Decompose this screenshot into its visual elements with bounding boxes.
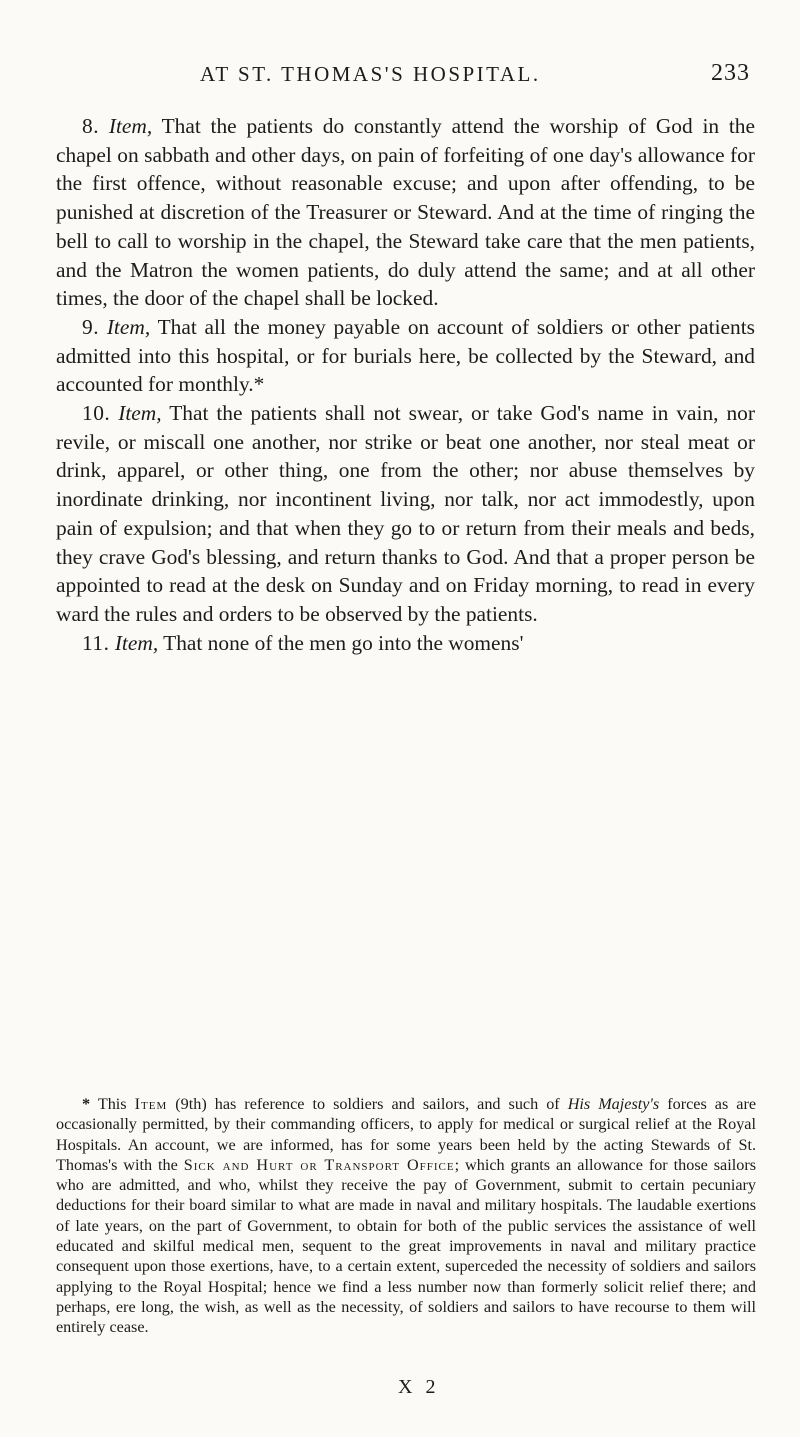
footnote-majesty: His Majesty's bbox=[567, 1095, 660, 1113]
footnote-office-name: Sick and Hurt or Transport Office bbox=[183, 1155, 455, 1174]
footnote-item-word: Item bbox=[134, 1095, 168, 1113]
paragraph-text: That all the money payable on account of soldiers or other patients admitted into this hospital, or for burials here, be collected by the Steward, and accounted for monthly.* bbox=[56, 314, 755, 397]
paragraph-text: That none of the men go into the womens' bbox=[163, 630, 524, 655]
item-number: 8. bbox=[82, 114, 100, 138]
signature-mark: X 2 bbox=[398, 1376, 440, 1398]
item-number: 10. bbox=[82, 401, 111, 426]
footnote-marker: * bbox=[82, 1095, 91, 1113]
item-label: Item, bbox=[106, 314, 151, 339]
page-number: 233 bbox=[711, 60, 750, 86]
item-label: Item, bbox=[118, 401, 162, 426]
paragraph-item-8 bbox=[56, 112, 755, 313]
paragraph-item-9 bbox=[56, 313, 755, 399]
running-title: AT ST. THOMAS'S HOSPITAL. bbox=[200, 62, 541, 86]
body-text bbox=[56, 112, 755, 657]
footnote bbox=[56, 1094, 756, 1338]
item-number: 9. bbox=[82, 314, 100, 339]
item-label: Item, bbox=[114, 630, 159, 655]
footnote-text-2: (9th) has reference to soldiers and sailors, and such of bbox=[175, 1095, 560, 1113]
page-header bbox=[110, 58, 750, 98]
paragraph-text: That the patients shall not swear, or take God's name in vain, nor revile, or miscall one another, nor strike or beat one another, nor steal meat or drink, apparel, or other thing, one from the other; nor abuse themselves by inordinate drinking, nor incontinent living, nor talk, nor act immodestly, upon pain of expulsion; and that when they go to or return from their meals and beds, they crave God's blessing, and return thanks to God. And that a proper person be appointed to read at the desk on Sunday and on Friday morning, to read in every ward the rules and orders to be observed by the patients. bbox=[56, 401, 755, 626]
paragraph-item-11 bbox=[56, 629, 755, 658]
footnote-text-4: ; which grants an allowance for those sailors who are admitted, and who, whilst they receive the pay of Government, submit to certain pecuniary deductions for their board similar to what are made in naval and military hospitals. The laudable exertions of late years, on the part of Government, to obtain for both of the public services the assistance of well educated and skilful medical men, sequent to the great improvements in naval and military practice consequent upon those exertions, have, to a certain extent, superceded the necessity of soldiers and sailors applying to the Royal Hospital; hence we find a less number now than formerly solicit relief there; and perhaps, ere long, the wish, as well as the necessity, of soldiers and sailors to have recourse to them will entirely cease. bbox=[56, 1155, 757, 1337]
footnote-text-1: This bbox=[97, 1095, 127, 1113]
paragraph-text: That the patients do constantly attend the worship of God in the chapel on sabbath and other days, on pain of forfeiting of one day's allowance for the first offence, without reasonable excuse; and upon after offending, to be punished at discretion of the Treasurer or Steward. And at the time of ringing the bell to call to worship in the chapel, the Steward take care that the men patients, and the Matron the women patients, do duly attend the same; and at all other times, the door of the chapel shall be locked. bbox=[56, 114, 755, 311]
item-label: Item, bbox=[108, 114, 153, 138]
item-number: 11. bbox=[82, 630, 110, 655]
paragraph-item-10 bbox=[56, 399, 755, 629]
footnote-text-3: forces as are occasionally permitted, by their commanding officers, to apply for medical or surgical relief at the Royal Hospitals. An account, we are informed, has for some years been held by the acting Stewards of St. Thomas's with the bbox=[56, 1095, 757, 1174]
